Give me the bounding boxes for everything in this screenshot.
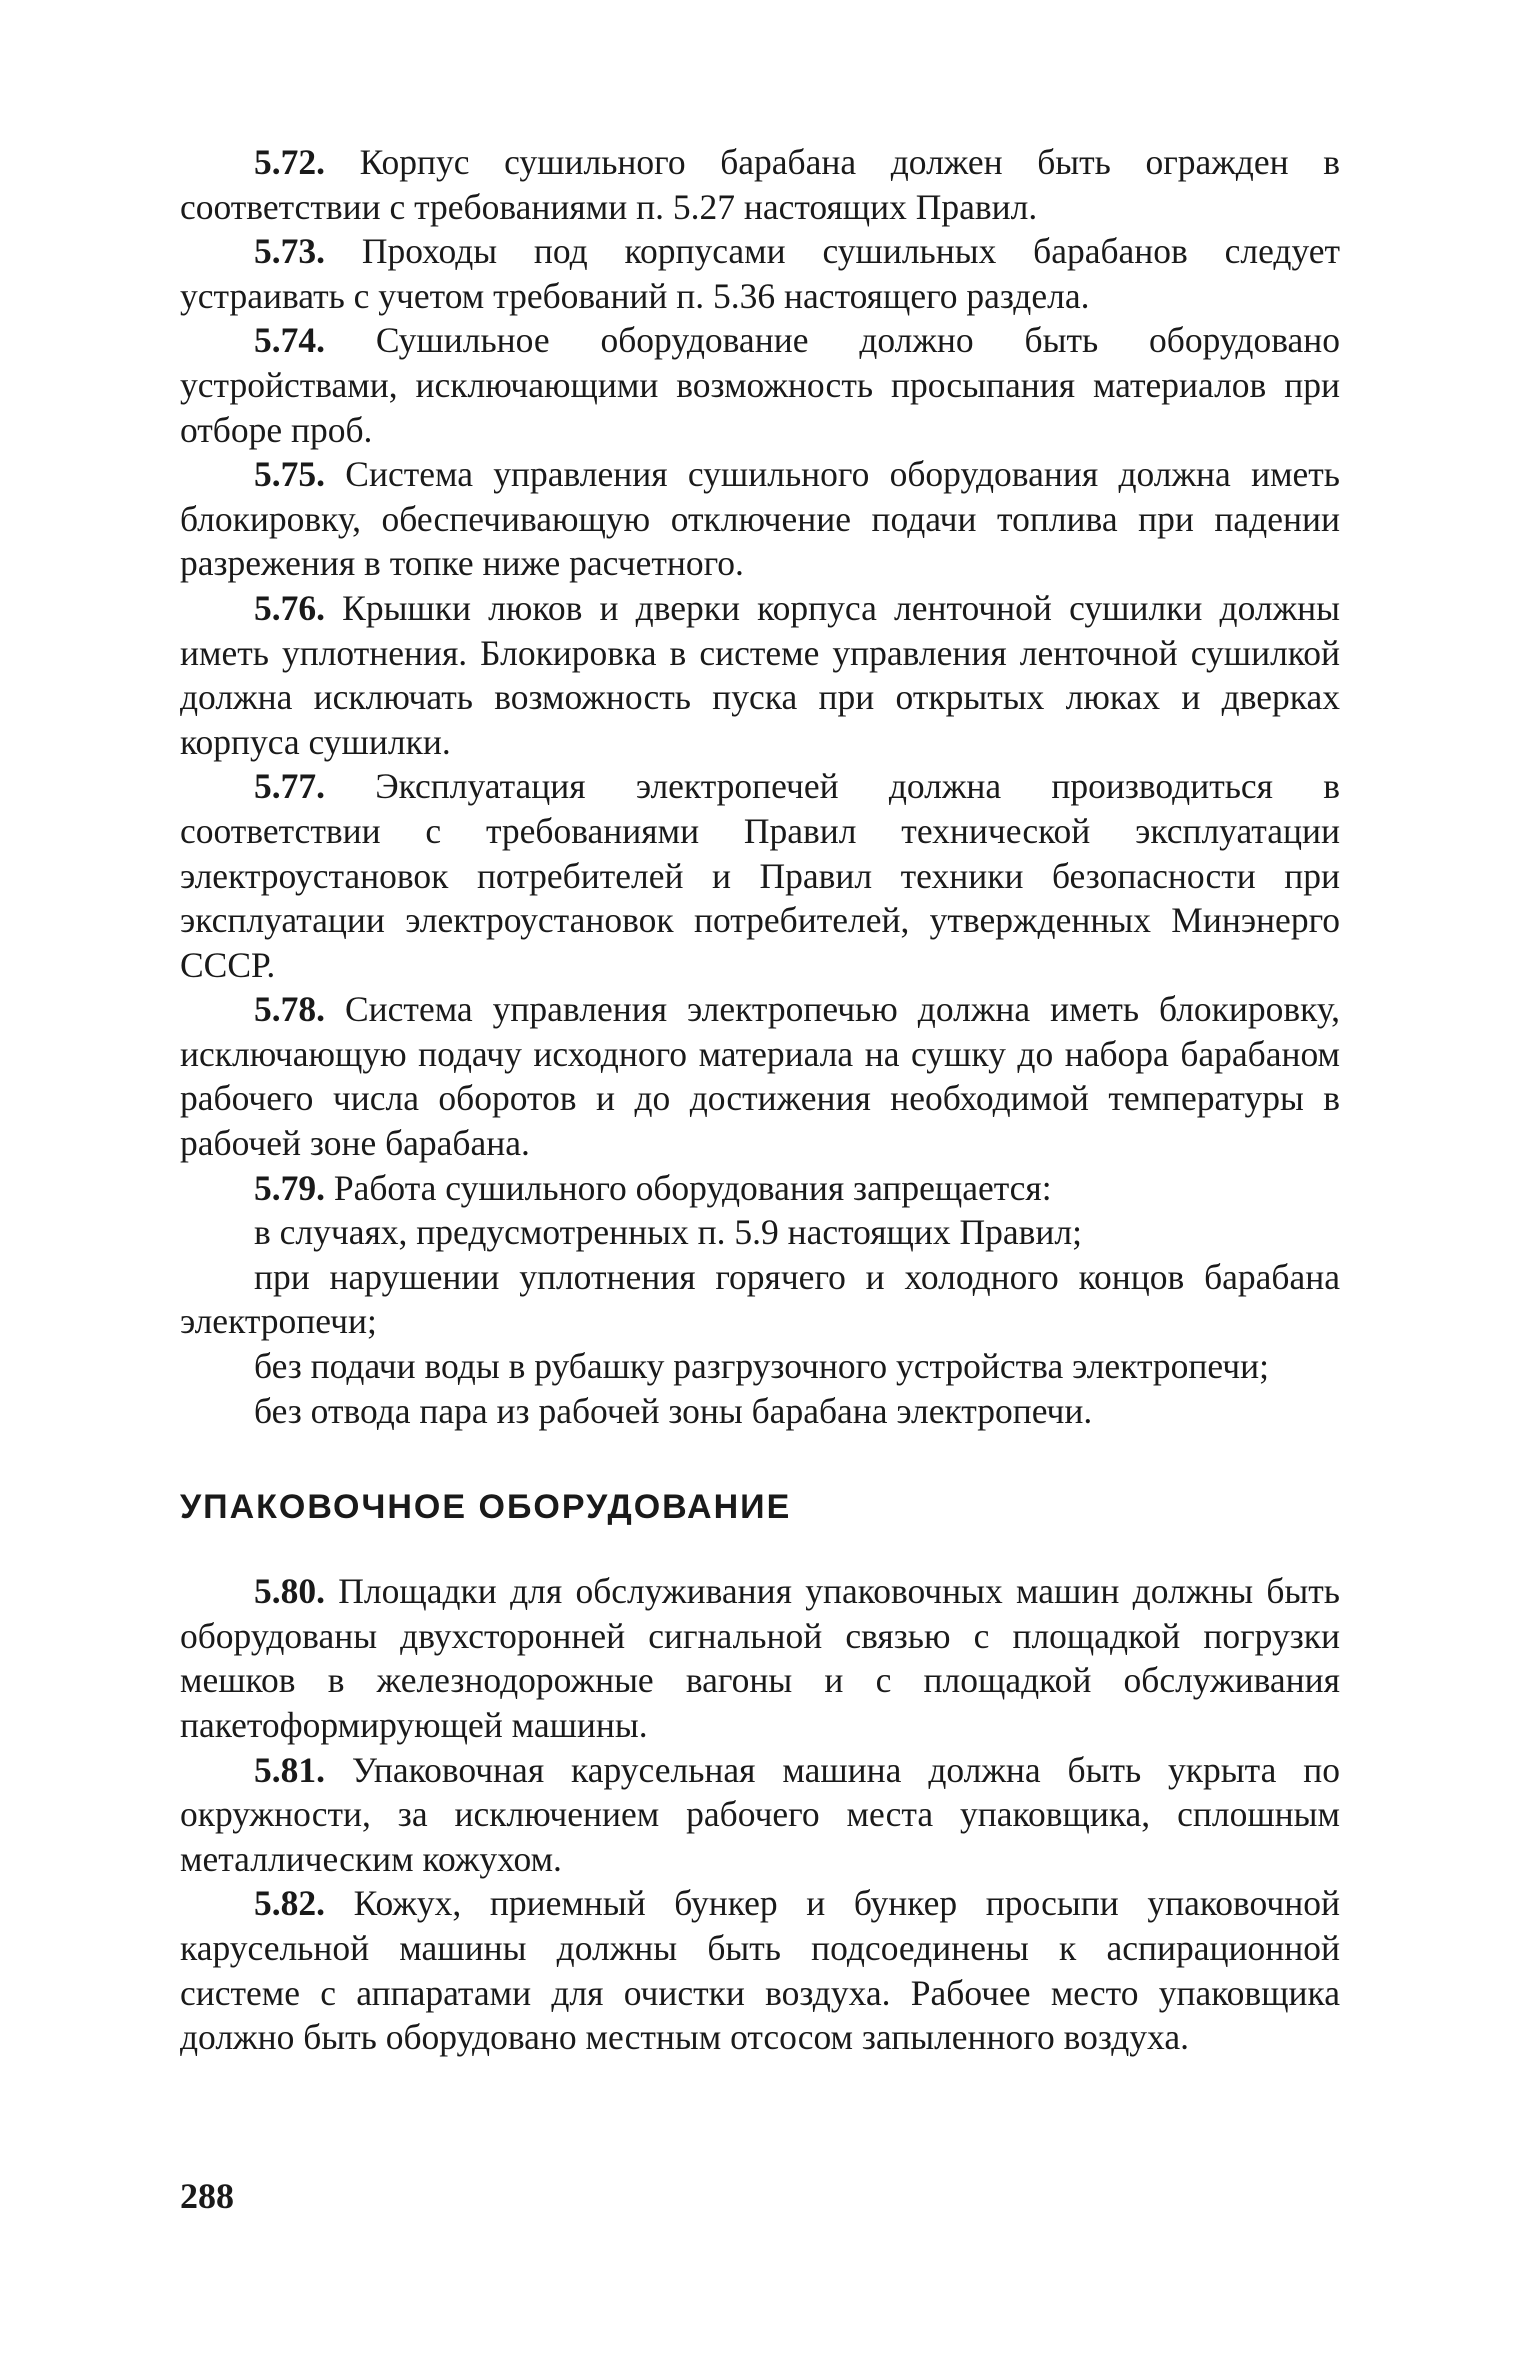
page-number: 288	[180, 2176, 234, 2216]
paragraph-5-74	[180, 318, 1340, 452]
clause-number: 5.81.	[254, 1749, 325, 1790]
clause-number: 5.72.	[254, 142, 325, 182]
list-item-text: в случаях, предусмотренных п. 5.9 настоящих Правил;	[254, 1212, 1082, 1253]
list-item-text: без подачи воды в рубашку разгрузочного устройства электропечи;	[254, 1346, 1269, 1387]
clause-number: 5.82.	[254, 1883, 325, 1924]
paragraph-5-72	[180, 140, 1340, 229]
clause-text: Сушильное оборудование должно быть оборудовано устройствами, исключающими возможность просыпания материалов при отборе проб.	[180, 320, 1340, 450]
paragraph-5-82	[180, 1881, 1340, 2059]
clause-text: Кожух, приемный бункер и бункер просыпи упаковочной карусельной машины должны быть подсоединены к аспирационной системе с аппаратами для очистки воздуха. Рабочее место упаковщика должно быть оборудовано местным отсосом запыленного воздуха.	[180, 1883, 1340, 2058]
clause-text: Площадки для обслуживания упаковочных машин должны быть оборудованы двухсторонней сигнальной связью с площадкой погрузки мешков в железнодорожные вагоны и с площадкой обслуживания пакетоформирующей машины.	[180, 1571, 1340, 1745]
clause-number: 5.74.	[254, 320, 325, 361]
clause-text: Крышки люков и дверки корпуса ленточной сушилки должны иметь уплотнения. Блокировка в системе управления ленточной сушилкой должна исключать возможность пуска при открытых люках и дверках корпуса сушилки.	[180, 587, 1340, 762]
list-item-no-water	[180, 1344, 1340, 1389]
clause-text: Система управления сушильного оборудования должна иметь блокировку, обеспечивающую отключение подачи топлива при падении разрежения в топке ниже расчетного.	[180, 454, 1340, 584]
clause-text: Работа сушильного оборудования запрещается:	[325, 1167, 1052, 1208]
list-item-no-steam-removal	[180, 1389, 1340, 1434]
clause-text: Эксплуатация электропечей должна производиться в соответствии с требованиями Правил технической эксплуатации электроустановок потребителей и Правил техники безопасности при эксплуатации электроустановок потребителей, утвержденных Минэнерго СССР.	[180, 766, 1340, 985]
list-item-case-5-9	[180, 1210, 1340, 1255]
clause-number: 5.79.	[254, 1167, 325, 1208]
list-item-seal-violation	[180, 1255, 1340, 1344]
clause-text: Упаковочная карусельная машина должна быть укрыта по окружности, за исключением рабочего места упаковщика, сплошным металлическим кожухом.	[180, 1749, 1340, 1879]
paragraph-5-76	[180, 586, 1340, 764]
clause-number: 5.77.	[254, 766, 325, 807]
clause-number: 5.75.	[254, 454, 325, 495]
paragraph-5-80	[180, 1569, 1340, 1747]
clause-number: 5.73.	[254, 231, 325, 272]
paragraph-5-75	[180, 452, 1340, 586]
page-body	[180, 140, 1340, 2060]
paragraph-5-77	[180, 764, 1340, 987]
section-heading: УПАКОВОЧНОЕ ОБОРУДОВАНИЕ	[180, 1488, 792, 1527]
paragraph-5-81	[180, 1748, 1340, 1882]
list-item-text: при нарушении уплотнения горячего и холодного концов барабана электропечи;	[180, 1256, 1340, 1342]
clause-text: Корпус сушильного барабана должен быть огражден в соответствии с требованиями п. 5.27 настоящих Правил.	[180, 142, 1340, 227]
clause-number: 5.78.	[254, 989, 325, 1030]
list-item-text: без отвода пара из рабочей зоны барабана электропечи.	[254, 1390, 1093, 1431]
clause-number: 5.76.	[254, 587, 325, 628]
paragraph-5-78	[180, 987, 1340, 1165]
clause-number: 5.80.	[254, 1571, 325, 1612]
clause-text: Проходы под корпусами сушильных барабанов следует устраивать с учетом требований п. 5.36 настоящего раздела.	[180, 231, 1340, 316]
paragraph-5-79	[180, 1166, 1340, 1211]
clause-text: Система управления электропечью должна иметь блокировку, исключающую подачу исходного материала на сушку до набора барабаном рабочего числа оборотов и до достижения необходимой температуры в рабочей зоне барабана.	[180, 989, 1340, 1164]
paragraph-5-73	[180, 229, 1340, 318]
